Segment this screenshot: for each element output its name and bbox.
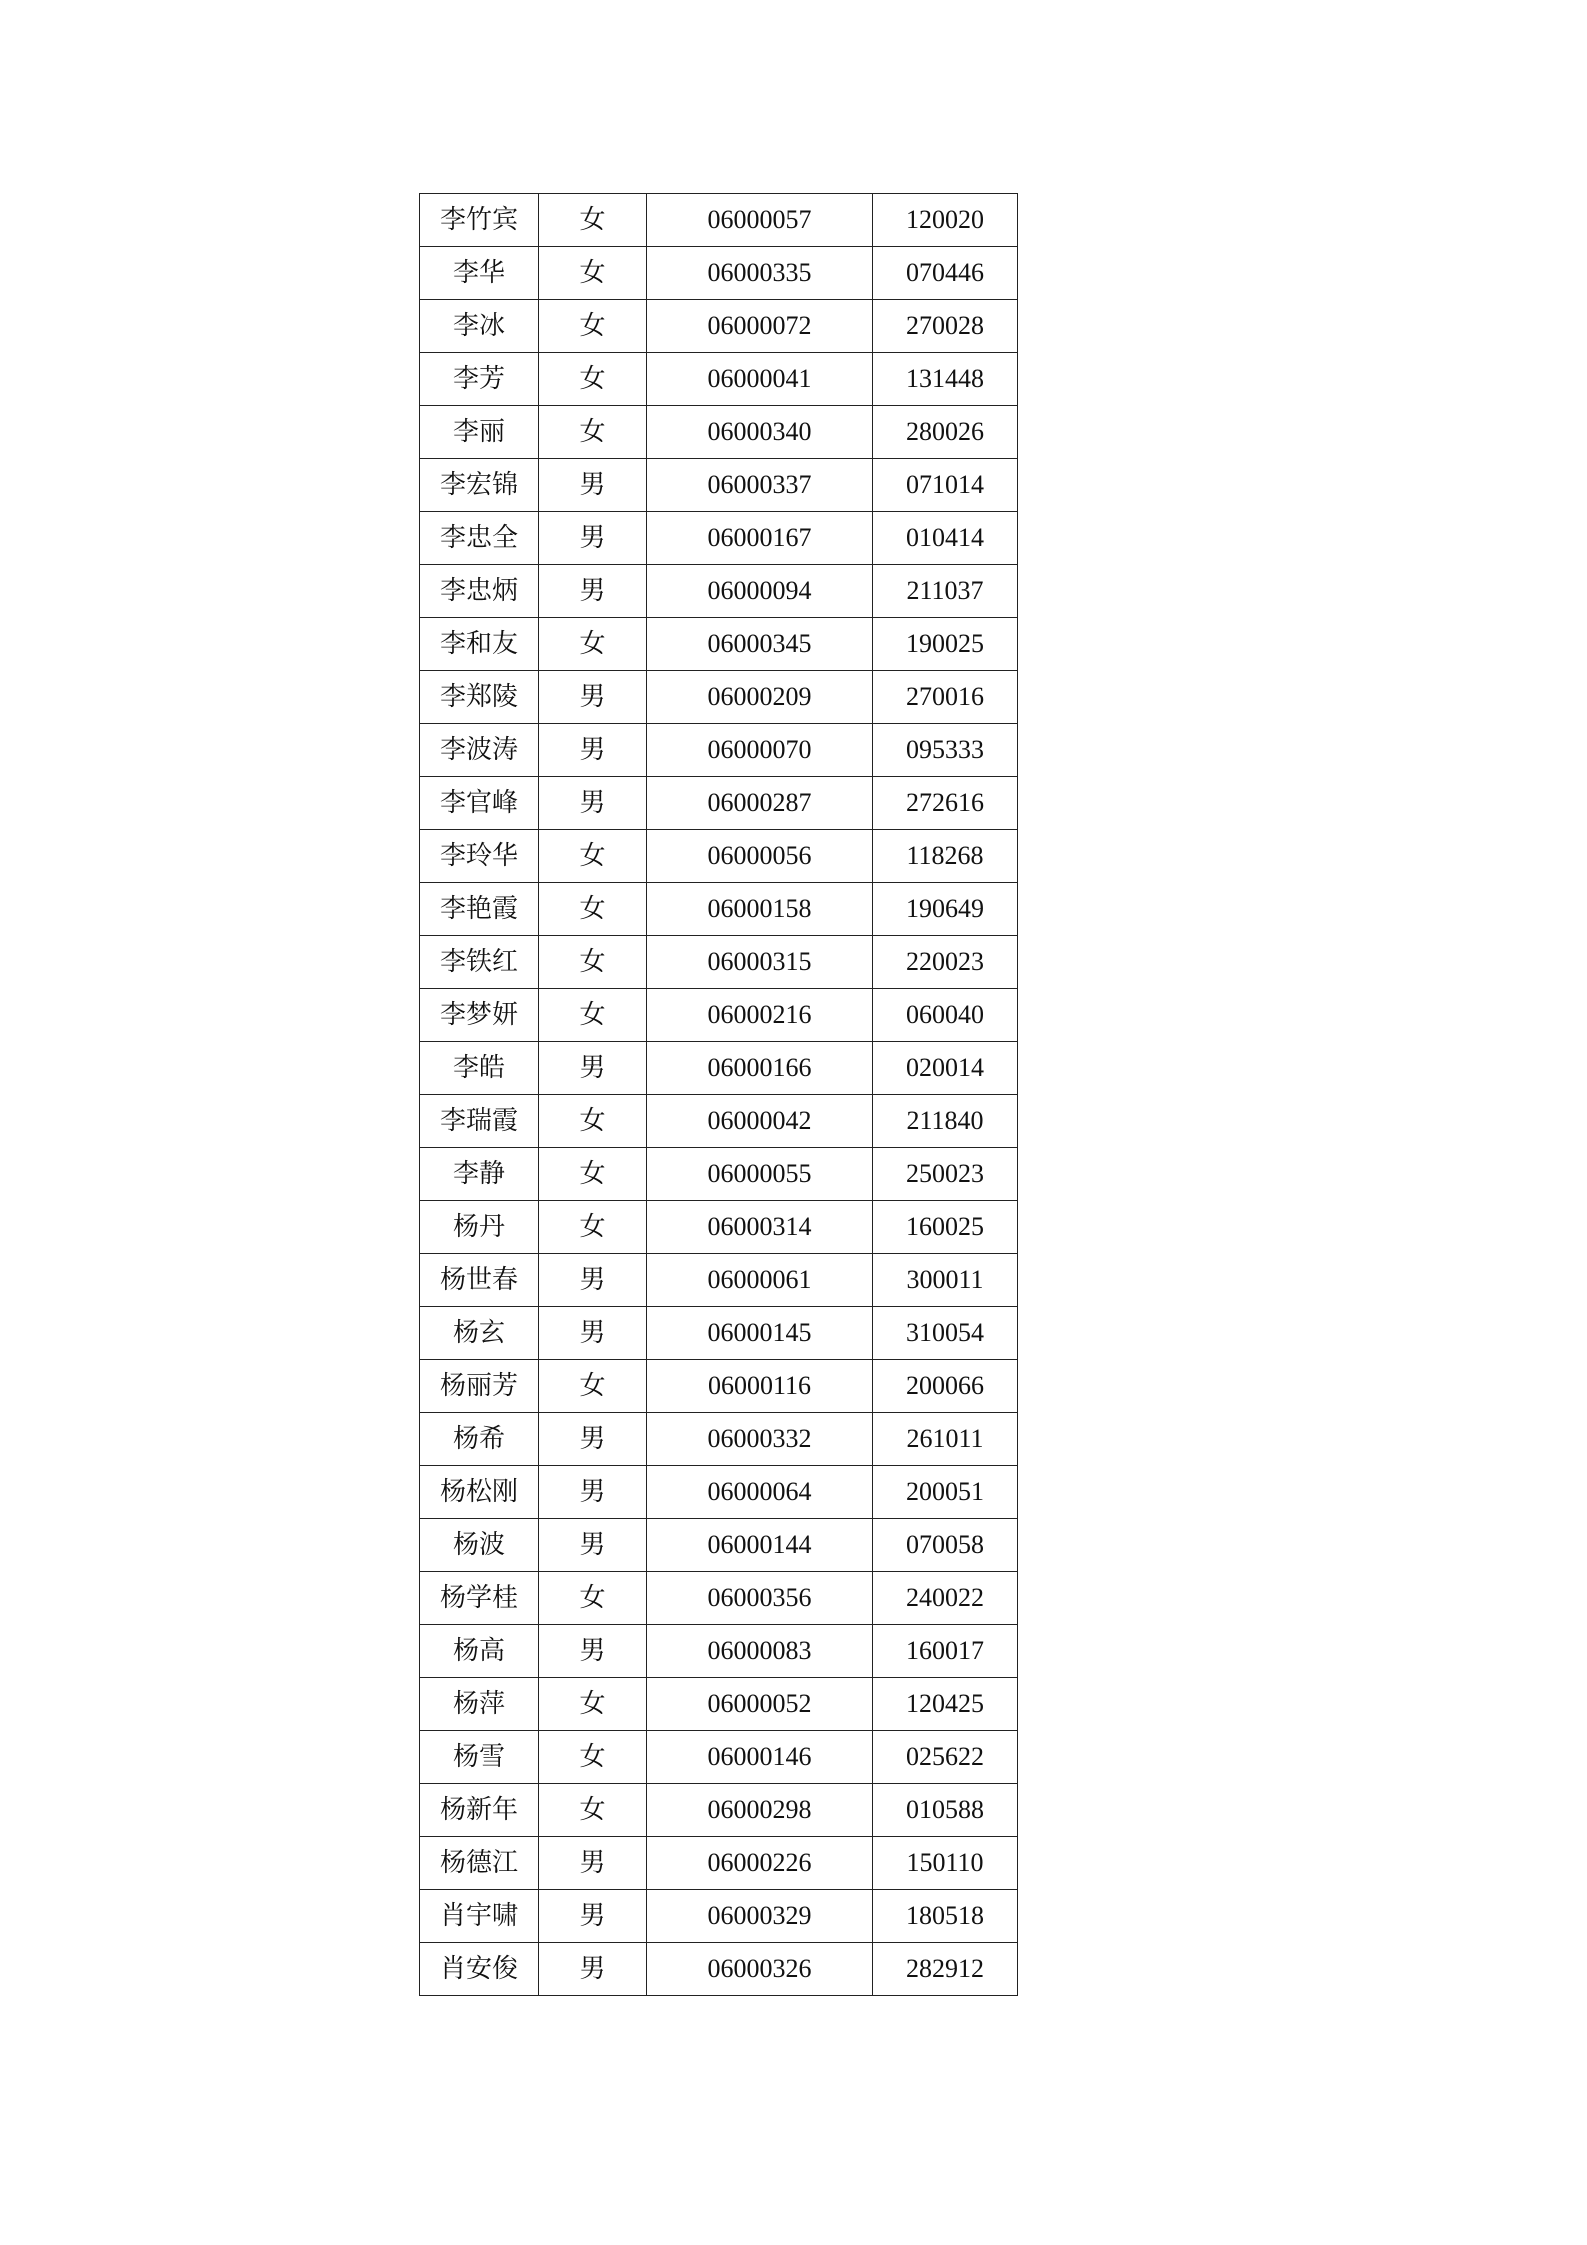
- code-cell: 025622: [873, 1731, 1018, 1784]
- gender-cell: 女: [539, 618, 647, 671]
- name-cell: 李官峰: [420, 777, 539, 830]
- id-number-cell: 06000055: [647, 1148, 873, 1201]
- code-cell: 118268: [873, 830, 1018, 883]
- id-number-cell: 06000061: [647, 1254, 873, 1307]
- name-cell: 杨高: [420, 1625, 539, 1678]
- table-row: [420, 353, 1018, 406]
- gender-cell: 女: [539, 830, 647, 883]
- gender-cell: 男: [539, 1519, 647, 1572]
- table-row: [420, 724, 1018, 777]
- code-cell: 282912: [873, 1943, 1018, 1996]
- code-cell: 240022: [873, 1572, 1018, 1625]
- table-row: [420, 194, 1018, 247]
- id-number-cell: 06000070: [647, 724, 873, 777]
- table-row: [420, 1254, 1018, 1307]
- id-number-cell: 06000345: [647, 618, 873, 671]
- name-cell: 李梦妍: [420, 989, 539, 1042]
- table-row: [420, 1360, 1018, 1413]
- name-cell: 李铁红: [420, 936, 539, 989]
- table-row: [420, 1307, 1018, 1360]
- name-cell: 杨萍: [420, 1678, 539, 1731]
- table-row: [420, 618, 1018, 671]
- name-cell: 李冰: [420, 300, 539, 353]
- code-cell: 280026: [873, 406, 1018, 459]
- name-cell: 李瑞霞: [420, 1095, 539, 1148]
- gender-cell: 女: [539, 989, 647, 1042]
- name-cell: 李皓: [420, 1042, 539, 1095]
- gender-cell: 男: [539, 1254, 647, 1307]
- roster-table: [419, 193, 1018, 1996]
- id-number-cell: 06000064: [647, 1466, 873, 1519]
- gender-cell: 女: [539, 406, 647, 459]
- id-number-cell: 06000056: [647, 830, 873, 883]
- name-cell: 肖宇啸: [420, 1890, 539, 1943]
- gender-cell: 男: [539, 1307, 647, 1360]
- id-number-cell: 06000145: [647, 1307, 873, 1360]
- id-number-cell: 06000144: [647, 1519, 873, 1572]
- table-row: [420, 1784, 1018, 1837]
- name-cell: 杨新年: [420, 1784, 539, 1837]
- table-row: [420, 247, 1018, 300]
- code-cell: 160017: [873, 1625, 1018, 1678]
- name-cell: 杨学桂: [420, 1572, 539, 1625]
- code-cell: 095333: [873, 724, 1018, 777]
- code-cell: 300011: [873, 1254, 1018, 1307]
- gender-cell: 女: [539, 1148, 647, 1201]
- id-number-cell: 06000326: [647, 1943, 873, 1996]
- id-number-cell: 06000166: [647, 1042, 873, 1095]
- code-cell: 010588: [873, 1784, 1018, 1837]
- table-row: [420, 830, 1018, 883]
- name-cell: 杨玄: [420, 1307, 539, 1360]
- code-cell: 261011: [873, 1413, 1018, 1466]
- name-cell: 杨丹: [420, 1201, 539, 1254]
- id-number-cell: 06000158: [647, 883, 873, 936]
- id-number-cell: 06000216: [647, 989, 873, 1042]
- id-number-cell: 06000356: [647, 1572, 873, 1625]
- gender-cell: 男: [539, 565, 647, 618]
- id-number-cell: 06000287: [647, 777, 873, 830]
- table-row: [420, 936, 1018, 989]
- name-cell: 李郑陵: [420, 671, 539, 724]
- code-cell: 211037: [873, 565, 1018, 618]
- code-cell: 131448: [873, 353, 1018, 406]
- gender-cell: 男: [539, 1625, 647, 1678]
- code-cell: 211840: [873, 1095, 1018, 1148]
- gender-cell: 男: [539, 1413, 647, 1466]
- name-cell: 李静: [420, 1148, 539, 1201]
- id-number-cell: 06000094: [647, 565, 873, 618]
- gender-cell: 女: [539, 300, 647, 353]
- id-number-cell: 06000329: [647, 1890, 873, 1943]
- id-number-cell: 06000226: [647, 1837, 873, 1890]
- name-cell: 李丽: [420, 406, 539, 459]
- name-cell: 李玲华: [420, 830, 539, 883]
- name-cell: 李华: [420, 247, 539, 300]
- gender-cell: 男: [539, 777, 647, 830]
- name-cell: 杨松刚: [420, 1466, 539, 1519]
- code-cell: 070058: [873, 1519, 1018, 1572]
- gender-cell: 女: [539, 1731, 647, 1784]
- gender-cell: 男: [539, 512, 647, 565]
- code-cell: 120425: [873, 1678, 1018, 1731]
- id-number-cell: 06000052: [647, 1678, 873, 1731]
- table-row: [420, 406, 1018, 459]
- name-cell: 李艳霞: [420, 883, 539, 936]
- table-row: [420, 459, 1018, 512]
- code-cell: 270016: [873, 671, 1018, 724]
- id-number-cell: 06000337: [647, 459, 873, 512]
- gender-cell: 女: [539, 353, 647, 406]
- gender-cell: 男: [539, 1943, 647, 1996]
- code-cell: 180518: [873, 1890, 1018, 1943]
- code-cell: 200066: [873, 1360, 1018, 1413]
- gender-cell: 男: [539, 724, 647, 777]
- id-number-cell: 06000057: [647, 194, 873, 247]
- gender-cell: 男: [539, 1837, 647, 1890]
- name-cell: 李忠全: [420, 512, 539, 565]
- gender-cell: 女: [539, 936, 647, 989]
- roster-body: [420, 194, 1018, 1996]
- gender-cell: 男: [539, 671, 647, 724]
- table-row: [420, 1095, 1018, 1148]
- name-cell: 杨丽芳: [420, 1360, 539, 1413]
- table-row: [420, 1413, 1018, 1466]
- table-row: [420, 512, 1018, 565]
- table-row: [420, 1625, 1018, 1678]
- code-cell: 272616: [873, 777, 1018, 830]
- name-cell: 杨雪: [420, 1731, 539, 1784]
- table-row: [420, 1572, 1018, 1625]
- code-cell: 070446: [873, 247, 1018, 300]
- name-cell: 李芳: [420, 353, 539, 406]
- name-cell: 李忠炳: [420, 565, 539, 618]
- id-number-cell: 06000298: [647, 1784, 873, 1837]
- gender-cell: 男: [539, 1042, 647, 1095]
- id-number-cell: 06000083: [647, 1625, 873, 1678]
- code-cell: 220023: [873, 936, 1018, 989]
- code-cell: 010414: [873, 512, 1018, 565]
- table-row: [420, 1201, 1018, 1254]
- gender-cell: 女: [539, 883, 647, 936]
- name-cell: 杨德江: [420, 1837, 539, 1890]
- table-row: [420, 1042, 1018, 1095]
- name-cell: 杨希: [420, 1413, 539, 1466]
- table-row: [420, 300, 1018, 353]
- name-cell: 肖安俊: [420, 1943, 539, 1996]
- id-number-cell: 06000335: [647, 247, 873, 300]
- table-row: [420, 1837, 1018, 1890]
- code-cell: 120020: [873, 194, 1018, 247]
- gender-cell: 男: [539, 459, 647, 512]
- code-cell: 310054: [873, 1307, 1018, 1360]
- id-number-cell: 06000116: [647, 1360, 873, 1413]
- id-number-cell: 06000146: [647, 1731, 873, 1784]
- code-cell: 071014: [873, 459, 1018, 512]
- table-row: [420, 1943, 1018, 1996]
- id-number-cell: 06000315: [647, 936, 873, 989]
- id-number-cell: 06000209: [647, 671, 873, 724]
- code-cell: 190649: [873, 883, 1018, 936]
- name-cell: 杨波: [420, 1519, 539, 1572]
- table-row: [420, 777, 1018, 830]
- gender-cell: 女: [539, 1784, 647, 1837]
- id-number-cell: 06000042: [647, 1095, 873, 1148]
- code-cell: 250023: [873, 1148, 1018, 1201]
- id-number-cell: 06000167: [647, 512, 873, 565]
- code-cell: 190025: [873, 618, 1018, 671]
- name-cell: 李波涛: [420, 724, 539, 777]
- id-number-cell: 06000041: [647, 353, 873, 406]
- code-cell: 200051: [873, 1466, 1018, 1519]
- code-cell: 020014: [873, 1042, 1018, 1095]
- gender-cell: 女: [539, 1360, 647, 1413]
- gender-cell: 女: [539, 247, 647, 300]
- name-cell: 李竹宾: [420, 194, 539, 247]
- gender-cell: 女: [539, 1201, 647, 1254]
- table-row: [420, 671, 1018, 724]
- code-cell: 060040: [873, 989, 1018, 1042]
- id-number-cell: 06000314: [647, 1201, 873, 1254]
- name-cell: 杨世春: [420, 1254, 539, 1307]
- code-cell: 150110: [873, 1837, 1018, 1890]
- gender-cell: 男: [539, 1466, 647, 1519]
- table-row: [420, 1890, 1018, 1943]
- table-row: [420, 989, 1018, 1042]
- table-row: [420, 1731, 1018, 1784]
- table-row: [420, 883, 1018, 936]
- table-row: [420, 565, 1018, 618]
- gender-cell: 女: [539, 194, 647, 247]
- id-number-cell: 06000072: [647, 300, 873, 353]
- id-number-cell: 06000332: [647, 1413, 873, 1466]
- table-row: [420, 1678, 1018, 1731]
- table-row: [420, 1519, 1018, 1572]
- gender-cell: 女: [539, 1095, 647, 1148]
- table-row: [420, 1148, 1018, 1201]
- gender-cell: 男: [539, 1890, 647, 1943]
- name-cell: 李宏锦: [420, 459, 539, 512]
- table-row: [420, 1466, 1018, 1519]
- code-cell: 270028: [873, 300, 1018, 353]
- code-cell: 160025: [873, 1201, 1018, 1254]
- name-cell: 李和友: [420, 618, 539, 671]
- gender-cell: 女: [539, 1572, 647, 1625]
- gender-cell: 女: [539, 1678, 647, 1731]
- id-number-cell: 06000340: [647, 406, 873, 459]
